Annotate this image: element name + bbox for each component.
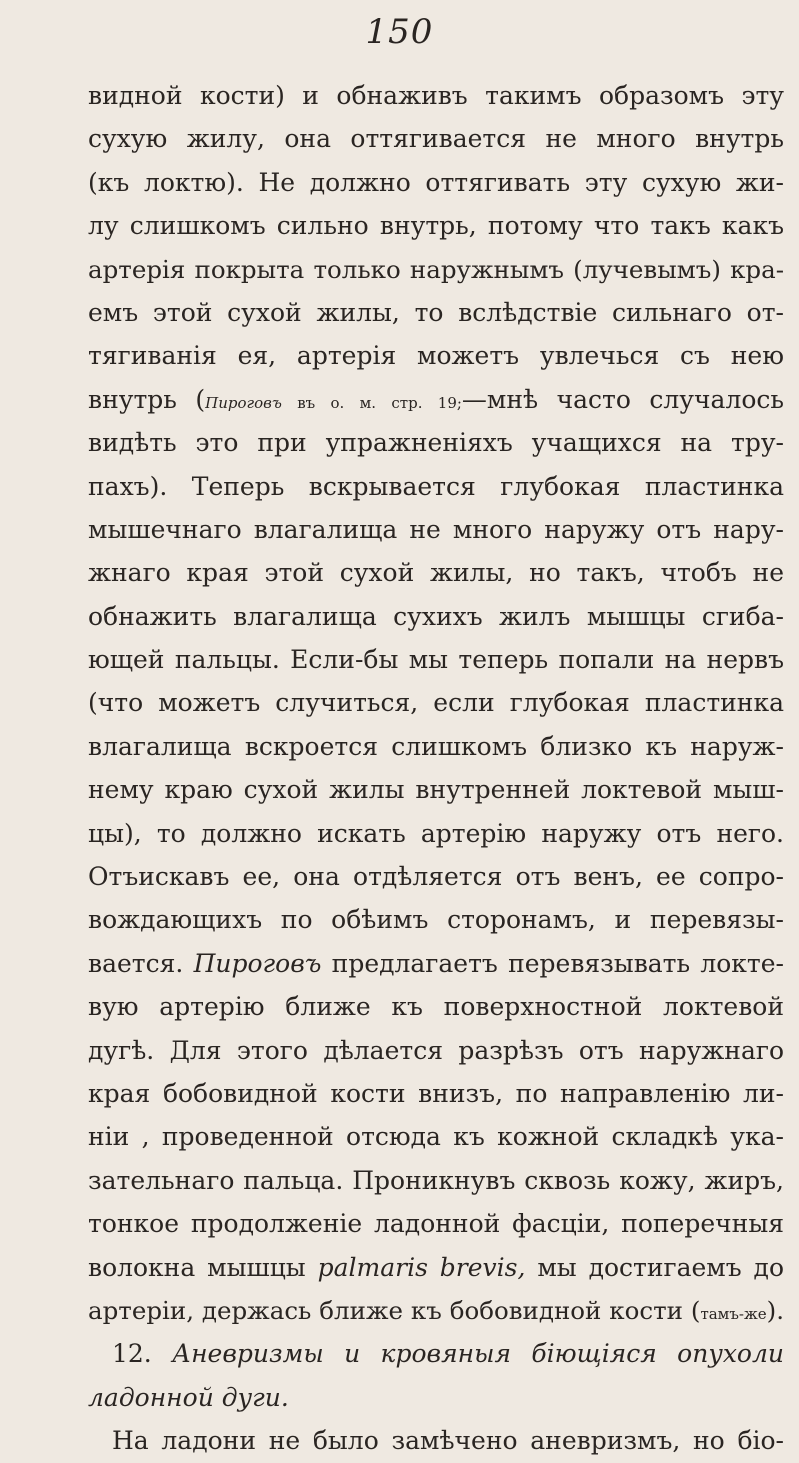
text-span: артеріи, держась ближе къ бобовидной кости ( bbox=[88, 1295, 701, 1325]
text-line: тягиванія ея, артерія можетъ увлечься съ нею bbox=[88, 341, 784, 371]
text-line: мышечнаго влагалища не много наружу отъ нару- bbox=[88, 514, 784, 544]
text-line: (что можетъ случиться, если глубокая пластинка bbox=[88, 688, 784, 718]
text-span: 12. bbox=[112, 1339, 173, 1369]
text-span: ладонной дуги. bbox=[88, 1382, 289, 1412]
text-line: зательнаго пальца. Проникнувъ сквозь кожу, жиръ, bbox=[88, 1165, 784, 1195]
text-line: видной кости) и обнаживъ такимъ образомъ эту bbox=[88, 81, 784, 110]
text-line: ніи , проведенной отсюда къ кожной складкѣ ука- bbox=[88, 1122, 784, 1152]
text-line: края бобовидной кости внизъ, по направленію ли- bbox=[88, 1078, 784, 1108]
body-text bbox=[88, 74, 784, 1463]
text-line: нему краю сухой жилы внутренней локтевой мыш- bbox=[88, 775, 784, 805]
text-line bbox=[88, 1289, 784, 1332]
text-line: жнаго края этой сухой жилы, но такъ, чтобъ не bbox=[88, 558, 784, 588]
text-line bbox=[88, 378, 784, 421]
text-line: дугѣ. Для этого дѣлается разрѣзъ отъ наружнаго bbox=[88, 1035, 784, 1065]
text-line: видѣть это при упражненіяхъ учащихся на тру- bbox=[88, 428, 784, 458]
text-span: palmaris brevis, bbox=[317, 1252, 526, 1282]
text-span: вается. bbox=[88, 948, 194, 978]
text-span: предлагаетъ перевязывать локте- bbox=[321, 948, 784, 978]
text-line: ющей пальцы. Если-бы мы теперь попали на нервъ bbox=[88, 645, 784, 675]
text-span: внутрь ( bbox=[88, 384, 206, 414]
text-line: вую артерію ближе къ поверхностной локтевой bbox=[88, 992, 784, 1022]
text-line: лу слишкомъ сильно внутрь, потому что такъ какъ bbox=[88, 211, 784, 241]
text-line bbox=[88, 1376, 784, 1419]
text-line: Отъискавъ ее, она отдѣляется отъ венъ, ее сопро- bbox=[88, 862, 784, 892]
text-line: (къ локтю). Не должно оттягивать эту сухую жи- bbox=[88, 167, 784, 197]
text-line bbox=[88, 1246, 784, 1289]
text-line: вождающихъ по обѣимъ сторонамъ, и перевязы- bbox=[88, 905, 784, 935]
text-line: емъ этой сухой жилы, то вслѣдствіе сильнаго от- bbox=[88, 297, 784, 327]
page-number: 150 bbox=[365, 12, 434, 52]
text-line: влагалища вскроется слишкомъ близко къ наруж- bbox=[88, 731, 784, 761]
text-line: пахъ). Теперь вскрывается глубокая пластинка bbox=[88, 471, 784, 501]
text-span: —мнѣ часто случалось bbox=[461, 384, 784, 414]
text-line: обнажить влагалища сухихъ жилъ мышцы сгиба- bbox=[88, 601, 784, 631]
text-line: цы), то должно искать артерію наружу отъ него. bbox=[88, 818, 784, 848]
text-line bbox=[88, 942, 784, 985]
text-span: волокна мышцы bbox=[88, 1252, 318, 1282]
text-line: тонкое продолженіе ладонной фасціи, поперечныя bbox=[88, 1209, 784, 1239]
text-line: артерія покрыта только наружнымъ (лучевымъ) кра- bbox=[88, 254, 784, 284]
text-span: мы достигаемъ до bbox=[525, 1252, 784, 1282]
text-line bbox=[88, 1332, 784, 1375]
text-span: Аневризмы и кровяныя біющіяся опухоли bbox=[172, 1339, 784, 1369]
text-span: въ о. м. стр. 19; bbox=[281, 393, 462, 412]
text-span: ). bbox=[766, 1295, 784, 1325]
text-span: Пироговъ bbox=[193, 948, 322, 978]
text-span: Пироговъ bbox=[205, 393, 282, 412]
text-line: сухую жилу, она оттягивается не много внутрь bbox=[88, 124, 784, 154]
text-line: На ладони не было замѣчено аневризмъ, но біо- bbox=[112, 1426, 784, 1456]
text-span: тамъ-же bbox=[700, 1304, 767, 1323]
